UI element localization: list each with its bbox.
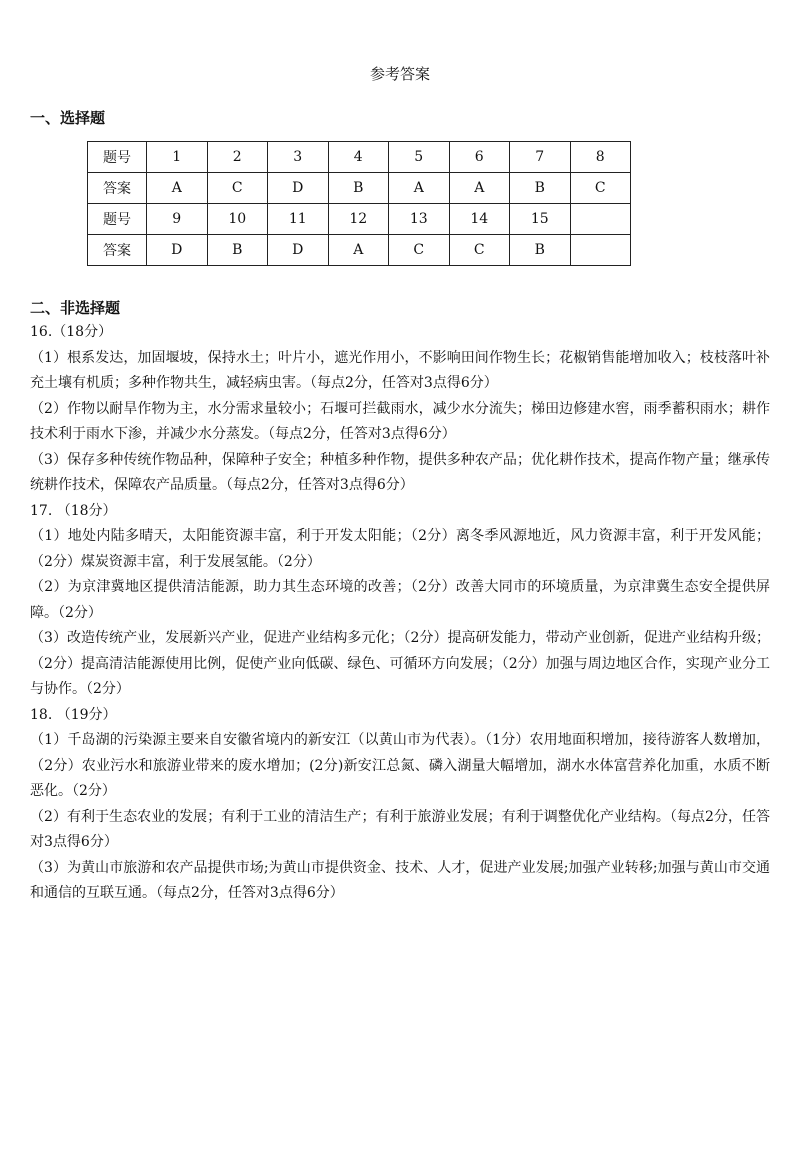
table-cell: D: [147, 235, 208, 266]
table-cell: 2: [207, 142, 268, 173]
question-16-part-3: （3）保存多种传统作物品种，保障种子安全；种植多种作物，提供多种农产品；优化耕作技术，提高作物产量；继承传统耕作技术，保障农产品质量。（每点2分，任答对3点得6分）: [30, 451, 770, 493]
table-cell: 9: [147, 204, 208, 235]
question-18-part-1: （1）千岛湖的污染源主要来自安徽省境内的新安江（以黄山市为代表）。（1分）农用地面积增加，接待游客人数增加，（2分）农业污水和旅游业带来的废水增加；(2分)新安江总氮、磷入湖量大幅增加，湖水水体富营养化加重，水质不断恶化。（2分）: [30, 732, 770, 799]
table-cell: C: [389, 235, 450, 266]
table-row: [88, 173, 631, 204]
table-cell: 3: [268, 142, 329, 173]
question-17-part-2: （2）为京津冀地区提供清洁能源，助力其生态环境的改善；（2分）改善大同市的环境质量，为京津冀生态安全提供屏障。（2分）: [30, 579, 770, 621]
table-cell: B: [207, 235, 268, 266]
table-cell: 12: [328, 204, 389, 235]
section-heading-choice: 一、选择题: [30, 109, 106, 127]
question-18-part-3: （3）为黄山市旅游和农产品提供市场;为黄山市提供资金、技术、人才，促进产业发展;加强产业转移;加强与黄山市交通和通信的互联互通。（每点2分，任答对3点得6分）: [30, 859, 770, 901]
question-18-heading: 18. （19分）: [30, 706, 117, 723]
table-cell: A: [449, 173, 510, 204]
table-cell: 11: [268, 204, 329, 235]
section-heading-non-choice: 二、非选择题: [30, 299, 121, 317]
question-17-heading: 17. （18分）: [30, 502, 117, 519]
table-cell: C: [207, 173, 268, 204]
table-cell: D: [268, 235, 329, 266]
question-17-part-3: （3）改造传统产业，发展新兴产业，促进产业结构多元化；（2分）提高研发能力，带动产业创新，促进产业结构升级；（2分）提高清洁能源使用比例，促使产业向低碳、绿色、可循环方向发展；（2分）加强与周边地区合作，实现产业分工与协作。（2分）: [30, 630, 770, 697]
table-cell: C: [570, 173, 631, 204]
table-cell: 13: [389, 204, 450, 235]
table-cell: B: [328, 173, 389, 204]
question-16-heading: 16.（18分）: [30, 324, 113, 340]
table-cell: [570, 235, 631, 266]
question-18-part-2: （2）有利于生态农业的发展；有利于工业的清洁生产；有利于旅游业发展；有利于调整优化产业结构。（每点2分，任答对3点得6分）: [30, 808, 770, 850]
table-cell: 1: [147, 142, 208, 173]
table-row: [88, 204, 631, 235]
table-cell: 15: [510, 204, 571, 235]
table-cell: 7: [510, 142, 571, 173]
table-cell: B: [510, 235, 571, 266]
question-16-part-1: （1）根系发达，加固堰坡，保持水土；叶片小，遮光作用小，不影响田间作物生长；花椒销售能增加收入；枝枝落叶补充土壤有机质；多种作物共生，减轻病虫害。（每点2分，任答对3点得6分）: [30, 349, 770, 391]
table-row: [88, 235, 631, 266]
question-16-part-2: （2）作物以耐旱作物为主，水分需求量较小；石堰可拦截雨水，减少水分流失；梯田边修建水窖，雨季蓄积雨水；耕作技术利于雨水下渗，并减少水分蒸发。（每点2分，任答对3点得6分）: [30, 400, 770, 442]
table-cell: A: [147, 173, 208, 204]
row-label: 答案: [88, 173, 147, 204]
table-cell: 8: [570, 142, 631, 173]
answers-body: [30, 320, 770, 907]
row-label: 题号: [88, 204, 147, 235]
table-cell: A: [328, 235, 389, 266]
table-cell: 5: [389, 142, 450, 173]
table-cell: 14: [449, 204, 510, 235]
table-cell: 10: [207, 204, 268, 235]
page-title: 参考答案: [369, 65, 430, 83]
table-cell: B: [510, 173, 571, 204]
question-17-part-1: （1）地处内陆多晴天，太阳能资源丰富，利于开发太阳能；（2分）离冬季风源地近，风力资源丰富，利于开发风能；（2分）煤炭资源丰富，利于发展氢能。（2分）: [30, 528, 770, 570]
table-cell: C: [449, 235, 510, 266]
table-cell: A: [389, 173, 450, 204]
row-label: 答案: [88, 235, 147, 266]
row-label: 题号: [88, 142, 147, 173]
answer-table: [87, 141, 631, 266]
table-cell: 6: [449, 142, 510, 173]
table-row: [88, 142, 631, 173]
table-cell: [570, 204, 631, 235]
table-cell: 4: [328, 142, 389, 173]
table-cell: D: [268, 173, 329, 204]
